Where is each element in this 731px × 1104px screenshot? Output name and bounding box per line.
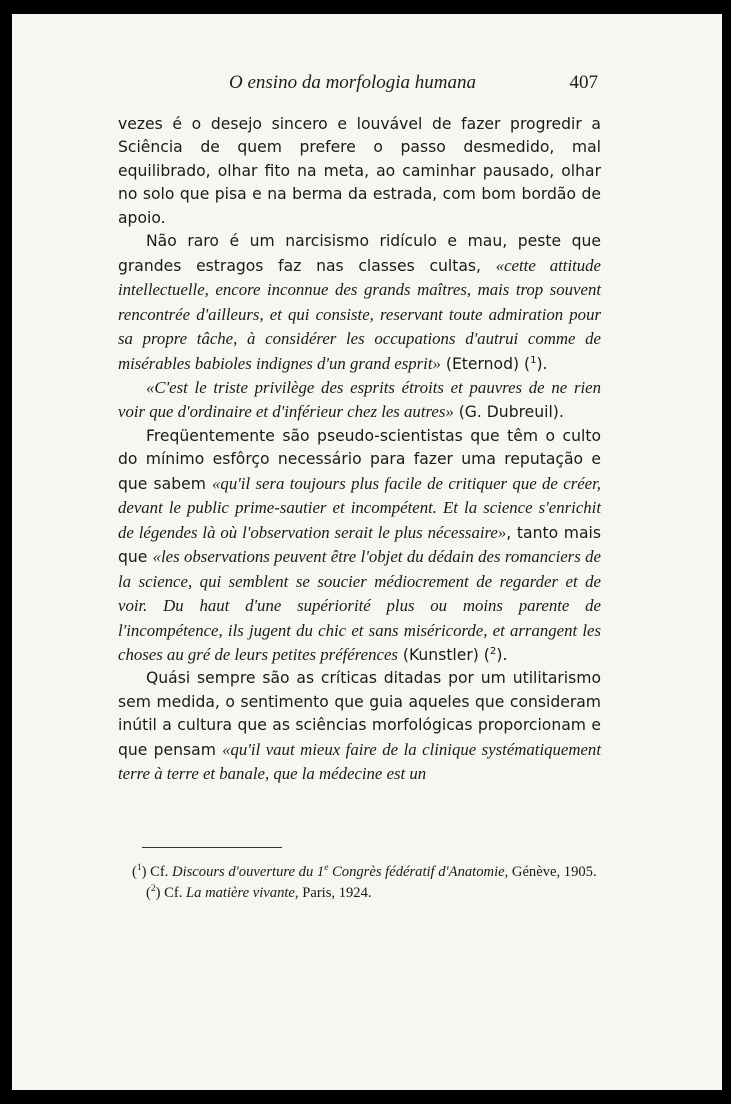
note-marker: 2 <box>150 884 156 895</box>
book-page <box>12 14 722 1090</box>
note-marker: e <box>324 863 329 874</box>
note-marker: 1 <box>530 354 537 366</box>
italic-quote: «les observations peuvent être l'objet du dédain des romanciers de la science, qui semblent se soucier médiocrement de regarder et de voir. Du haut d'une supériorité plus ou moins parente de l'incompétence, ils jugent du chic et sans miséricorde, et arrangent les choses au gré de leurs petites préférences <box>118 547 601 664</box>
note-marker: 2 <box>489 645 497 657</box>
text-run: ) Cf. <box>141 864 173 880</box>
text-run: (Eternod) ( <box>440 354 531 373</box>
paragraph <box>118 376 601 425</box>
italic-quote: La matière vivante <box>186 885 295 901</box>
italic-quote: «qu'il sera toujours plus facile de critiquer que de créer, devant le public prime-sautier et incompétent. Et la science s'enrichit de légendes là où l'observation serait le plus nécessaire» <box>118 473 601 542</box>
paragraph <box>118 667 601 786</box>
text-run: Quási sempre são as críticas ditadas por um utilitarismo sem medida, o sentimento que guia aqueles que consideram inútil a cultura que as sciências morfológicas proporcionam e que pensam <box>118 669 601 759</box>
text-run: ) Cf. <box>155 885 187 901</box>
text-run: ). <box>496 645 508 664</box>
italic-quote: Congrès fédératif d'Anatomie <box>328 864 505 880</box>
page-number: 407 <box>569 72 598 93</box>
text-run: , Génève, 1905. <box>504 864 597 880</box>
text-run: Não raro é um narcisismo ridículo e mau, peste que grandes estragos faz nas classes cultas, <box>118 232 601 275</box>
footnote-separator <box>142 847 282 848</box>
text-run: (G. Dubreuil). <box>453 403 564 422</box>
text-run: Freqüentemente são pseudo-scientistas que têm o culto do mínimo esfôrço necessário para fazer uma reputação e que sabem <box>118 426 601 493</box>
body-text <box>118 113 601 787</box>
text-run: ). <box>536 354 548 373</box>
italic-quote: «C'est le triste privilège des esprits étroits et pauvres de ne rien voir que d'ordinaire et d'inférieur chez les autres» <box>118 377 601 422</box>
text-run: ( <box>146 885 151 901</box>
paragraph <box>118 230 601 376</box>
note-marker: 1 <box>136 863 142 874</box>
footnote <box>118 883 601 904</box>
page-header <box>12 72 722 96</box>
italic-quote: «cette attitude intellectuelle, encore inconnue des grands maîtres, mais trop souvent rencontrée d'ailleurs, et qui consiste, reservant toute admiration pour sa propre tâche, à considérer les occupations d'autrui comme de misérables babioles indignes d'un grand esprit» <box>118 255 601 373</box>
running-title: O ensino da morfologia humana <box>229 72 476 93</box>
footnotes <box>118 862 601 904</box>
text-run: , Paris, 1924. <box>294 885 372 901</box>
paragraph <box>118 425 601 668</box>
text-run: vezes é o desejo sincero e louvável de fazer progredir a Sciência de quem prefere o passo desmedido, mal equilibrado, olhar fito na meta, ao caminhar pausado, olhar no solo que pisa e na berma da estrada, com bom bordão de apoio. <box>118 115 601 227</box>
text-run: (Kunstler) ( <box>397 645 490 664</box>
footnote <box>118 862 601 883</box>
text-run: , tanto mais que <box>118 523 602 567</box>
text-run: ( <box>132 864 137 880</box>
italic-quote: Discours d'ouverture du 1 <box>172 864 325 880</box>
italic-quote: «qu'il vaut mieux faire de la clinique systématiquement terre à terre et banale, que la médecine est un <box>118 739 601 784</box>
paragraph <box>118 113 601 230</box>
